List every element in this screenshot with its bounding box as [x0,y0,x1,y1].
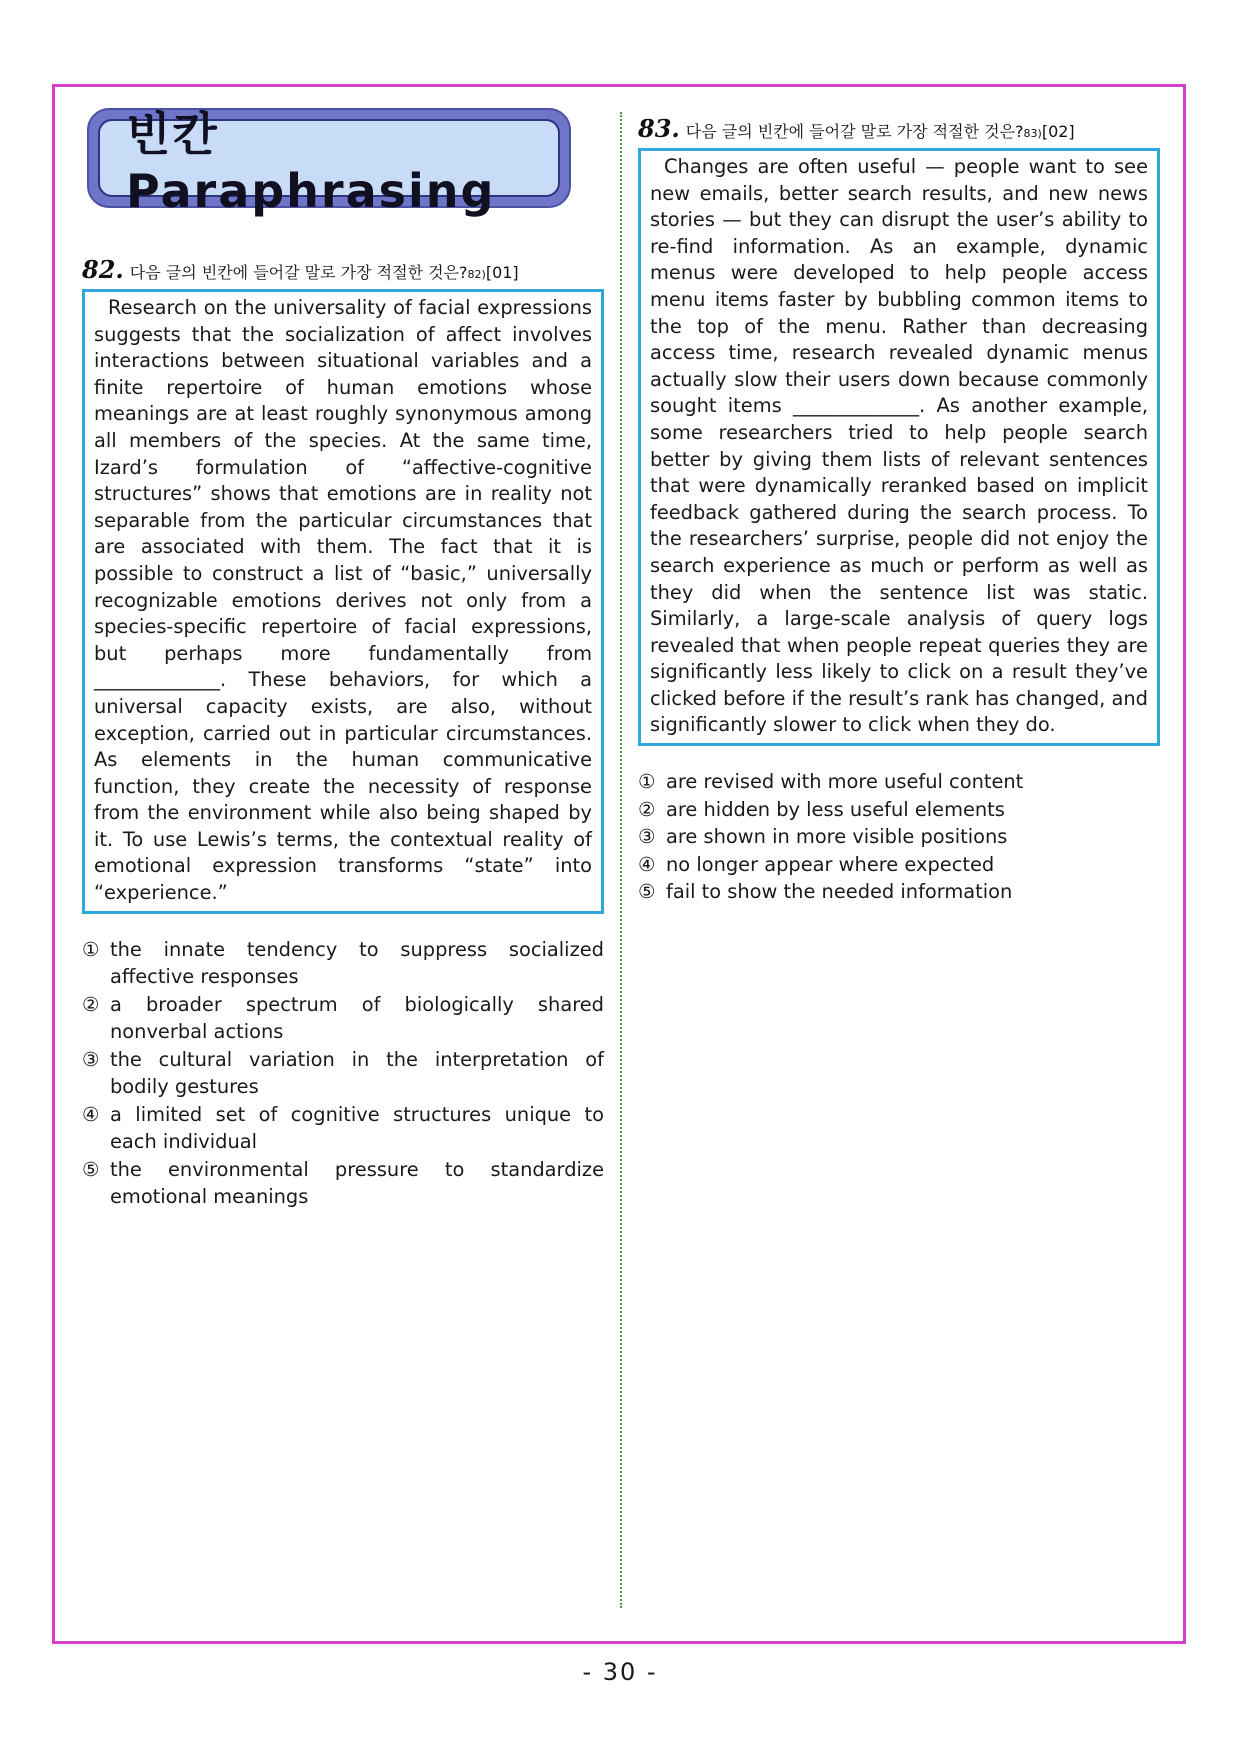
choice-marker: ② [638,797,656,821]
column-divider [620,112,622,1608]
question-83-passage [638,148,1160,746]
choice-text: a limited set of cognitive structures unique to each individual [110,1102,604,1154]
footnote-ref: 82) [467,268,486,281]
choice-item[interactable] [638,851,1160,879]
question-code: [02] [1041,122,1075,141]
choice-item[interactable] [638,768,1160,796]
choice-text: the environmental pressure to standardize emotional meanings [110,1157,604,1209]
question-instruction: 다음 글의 빈칸에 들어갈 말로 가장 적절한 것은? [129,263,468,282]
question-number: 83. [638,114,680,143]
choice-item[interactable] [638,796,1160,824]
choice-text: are hidden by less useful elements [666,797,1005,821]
section-title-banner [87,107,571,218]
choice-text: a broader spectrum of biologically shared nonverbal actions [110,992,604,1044]
question-code: [01] [485,263,519,282]
choice-text: the innate tendency to suppress socialized affective responses [110,937,604,989]
choice-marker: ⑤ [82,1157,100,1181]
choice-marker: ② [82,992,100,1016]
choice-item[interactable] [82,1156,604,1211]
choice-text: fail to show the needed information [666,880,1013,904]
choice-text: the cultural variation in the interpretation of bodily gestures [110,1047,604,1099]
question-83-choices [638,768,1160,906]
question-82-passage [82,289,604,914]
left-column [82,108,604,1211]
choice-text: are revised with more useful content [666,770,1024,794]
choice-marker: ④ [638,852,656,876]
choice-text: no longer appear where expected [666,852,995,876]
right-column [638,108,1160,906]
footnote-ref: 83) [1023,127,1042,140]
choice-item[interactable] [82,1046,604,1101]
choice-marker: ① [82,937,100,961]
choice-item[interactable] [82,1101,604,1156]
choice-marker: ① [638,770,656,794]
choice-item[interactable] [82,936,604,991]
question-instruction: 다음 글의 빈칸에 들어갈 말로 가장 적절한 것은? [685,122,1024,141]
choice-item[interactable] [638,878,1160,906]
choice-marker: ③ [82,1047,100,1071]
passage-text: Changes are often useful — people want to see new emails, better search results, and new news stories — but they can disrupt the user’s ability to re-find information. As an example, dynamic menus were developed to help people access menu items faster by bubbling common items to the top of the menu. Rather than decreasing access time, research revealed dynamic menus actually slow their users down because commonly sought items _____________. As another example, some researchers tried to help people search better by giving them lists of relevant sentences that were dynamically reranked based on implicit feedback gathered during the search process. To the researchers’ surprise, people did not enjoy the search experience as much or perform as well as they did when the sentence list was static. Similarly, a large-scale analysis of query logs revealed that when people repeat queries they are significantly less likely to click on a result they’ve clicked before if the result’s rank has changed, and significantly slower to click when they do. [650,155,1148,737]
question-82-header [82,255,604,284]
question-number: 82. [82,255,124,284]
question-82-choices [82,936,604,1211]
section-title-inner [98,107,560,218]
question-83-header [638,114,1160,143]
choice-marker: ⑤ [638,880,656,904]
choice-item[interactable] [638,823,1160,851]
passage-text: Research on the universality of facial expressions suggests that the socialization of affect involves interactions between situational variables and a finite repertoire of human emotions whose meanings are at least roughly synonymous among all members of the species. At the same time, Izard’s formulation of “affective-cognitive structures” shows that emotions are in reality not separable from the particular circumstances that are associated with them. The fact that it is possible to construct a list of “basic,” universally recognizable emotions derives not only from a species-specific repertoire of facial expressions, but perhaps more fundamentally from _____________. These behaviors, for which a universal capacity exists, are also, without exception, carried out in particular circumstances. As elements in the human communicative function, they create the necessity of response from the environment while also being shaped by it. To use Lewis’s terms, the contextual reality of emotional expression transforms “state” into “experience.” [94,296,592,905]
choice-text: are shown in more visible positions [666,825,1008,849]
page-number: - 30 - [582,1658,658,1686]
choice-marker: ③ [638,825,656,849]
choice-item[interactable] [82,991,604,1046]
choice-marker: ④ [82,1102,100,1126]
section-title: 빈칸 Paraphrasing [126,107,496,218]
